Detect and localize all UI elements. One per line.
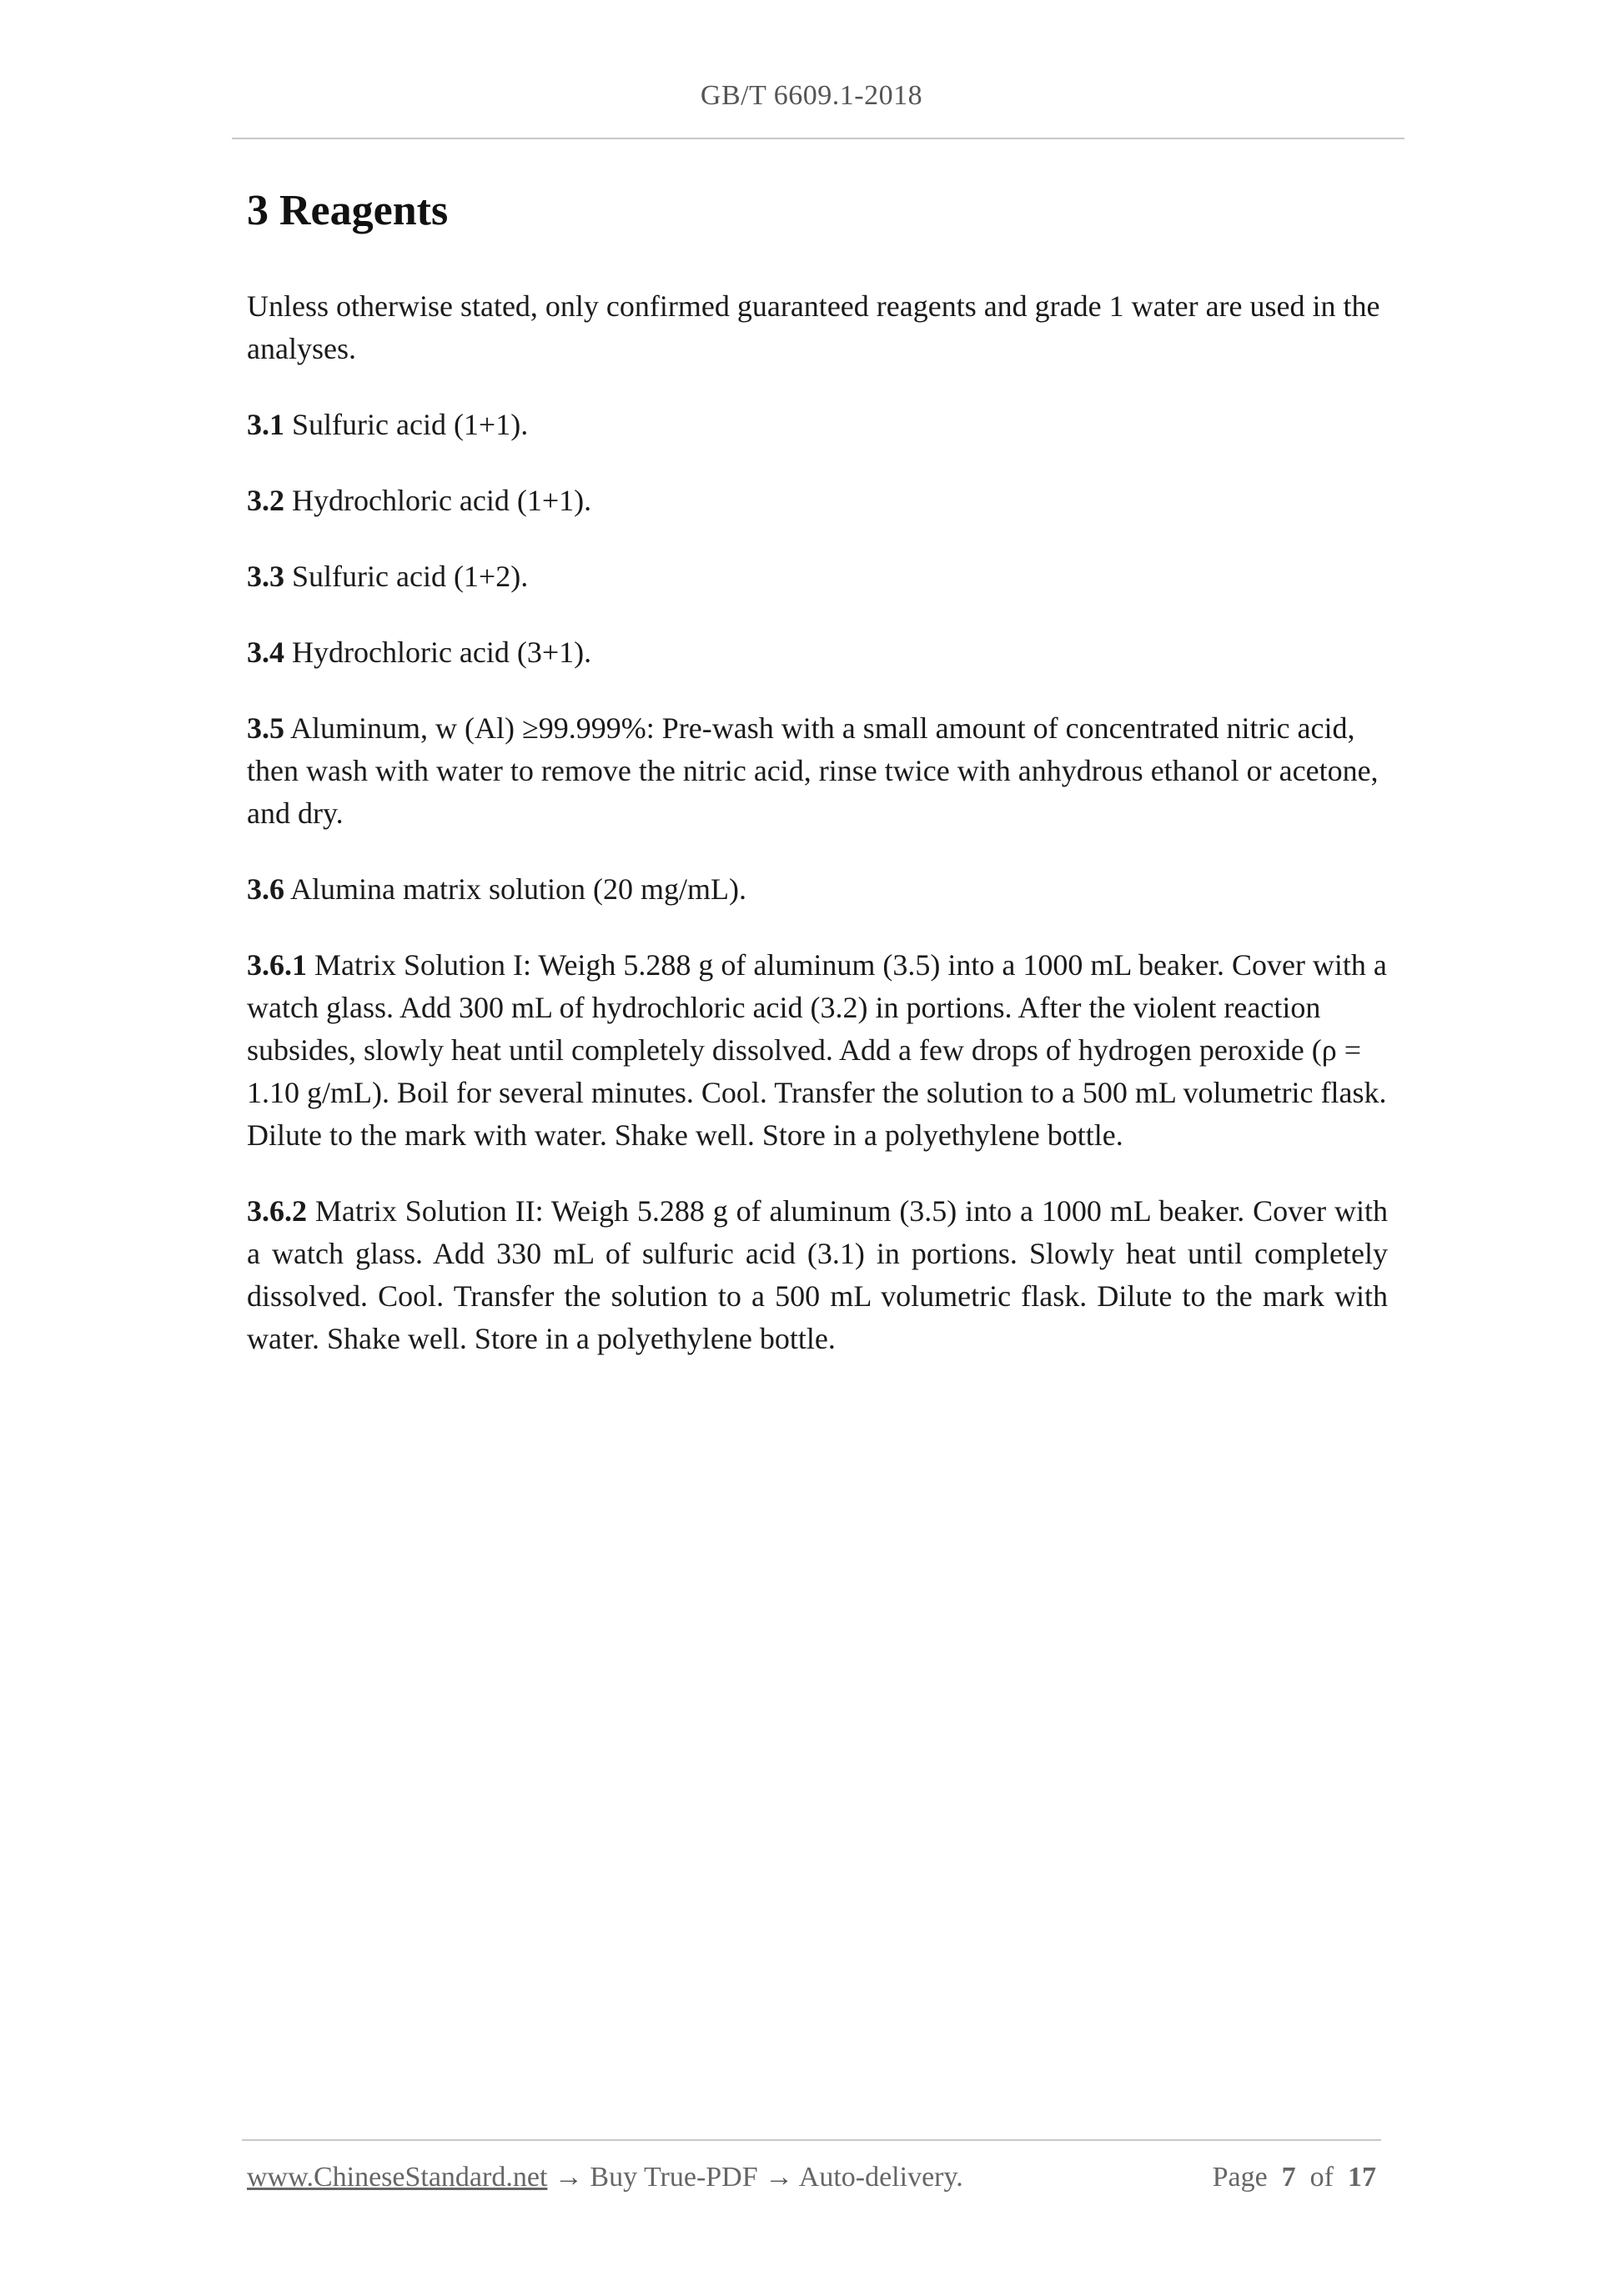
footer-left: [247, 2162, 963, 2193]
clause-number: 3.1: [247, 408, 284, 442]
page-current: 7: [1281, 2162, 1296, 2193]
document-code: GB/T 6609.1-2018: [700, 80, 923, 111]
footer-divider: [242, 2139, 1381, 2141]
header-divider: [232, 138, 1404, 139]
clause-number: 3.6: [247, 872, 284, 907]
clause-text: Hydrochloric acid (1+1).: [292, 484, 592, 518]
delivery-text: Auto-delivery.: [798, 2162, 963, 2193]
arrow-right-icon: →: [554, 2162, 583, 2193]
clause-3-6-2: [247, 1190, 1388, 1360]
page-label: Page: [1212, 2162, 1268, 2193]
clause-3-5: [247, 707, 1388, 835]
clause-text: Aluminum, w (Al) ≥99.999%: Pre-wash with a small amount of concentrated nitric acid, then wash with water to remove the nitric acid, rinse twice with anhydrous ethanol or acetone, and dry.: [247, 711, 1379, 831]
page-of: of: [1309, 2162, 1334, 2193]
clause-3-6-1: [247, 944, 1388, 1157]
clause-number: 3.5: [247, 711, 284, 746]
arrow-right-icon: →: [765, 2162, 794, 2193]
page-footer: [247, 2162, 1376, 2193]
clause-text: Sulfuric acid (1+2).: [292, 560, 529, 594]
intro-paragraph: Unless otherwise stated, only confirmed guaranteed reagents and grade 1 water are used in the analyses.: [247, 289, 1380, 366]
page-content: [247, 185, 1388, 1394]
buy-text: Buy True-PDF: [590, 2162, 758, 2193]
clause-3-1: [247, 404, 1388, 446]
clause-3-2: [247, 480, 1388, 522]
clause-number: 3.6.2: [247, 1194, 307, 1228]
section-title: 3 Reagents: [247, 187, 449, 234]
website-link[interactable]: www.ChineseStandard.net: [247, 2162, 548, 2193]
clause-text: Matrix Solution II: Weigh 5.288 g of aluminum (3.5) into a 1000 mL beaker. Cover with a watch glass. Add 330 mL of sulfuric acid (3.1) in portions. Slowly heat until completely dissolved. Cool. Transfer the solution to a 500 mL volumetric flask. Dilute to the mark with water. Shake well. Store in a polyethylene bottle.: [247, 1194, 1389, 1356]
clause-number: 3.4: [247, 636, 284, 670]
clause-number: 3.6.1: [247, 948, 307, 982]
clause-text: Sulfuric acid (1+1).: [292, 408, 529, 442]
clause-text: Hydrochloric acid (3+1).: [292, 636, 592, 670]
clause-number: 3.2: [247, 484, 284, 518]
page-total: 17: [1348, 2162, 1376, 2193]
clause-3-4: [247, 631, 1388, 674]
clause-3-3: [247, 555, 1388, 598]
clause-number: 3.3: [247, 560, 284, 594]
page-number: [1213, 2162, 1376, 2193]
clause-text: Alumina matrix solution (20 mg/mL).: [290, 872, 746, 907]
clause-3-6: [247, 868, 1388, 911]
clause-text: Matrix Solution I: Weigh 5.288 g of aluminum (3.5) into a 1000 mL beaker. Cover with a watch glass. Add 300 mL of hydrochloric acid (3.2) in portions. After the violent reaction subsides, slowly heat until completely dissolved. Add a few drops of hydrogen peroxide (ρ = 1.10 g/mL). Boil for several minutes. Cool. Transfer the solution to a 500 mL volumetric flask. Dilute to the mark with water. Shake well. Store in a polyethylene bottle.: [247, 948, 1387, 1153]
